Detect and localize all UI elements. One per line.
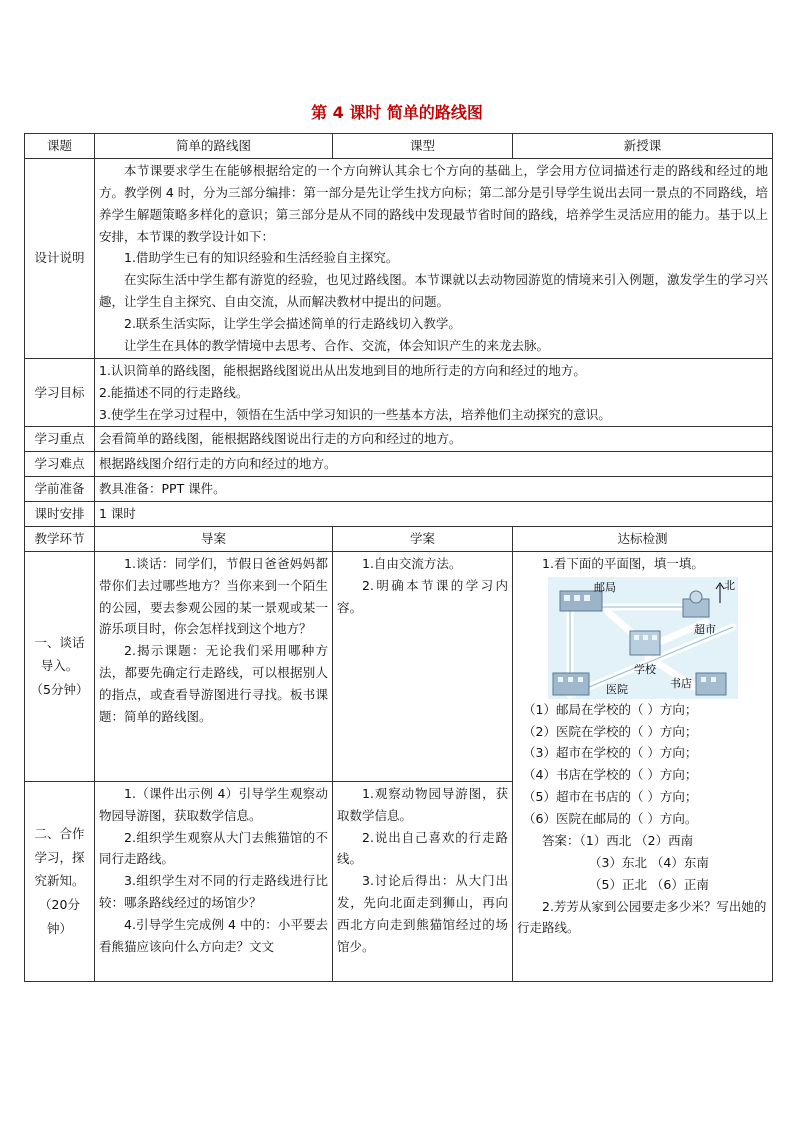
key-value: 会看简单的路线图，能根据路线图说出行走的方向和经过的地方。: [95, 427, 773, 452]
row-stage-1: [25, 551, 773, 781]
stage-2-label: [25, 781, 95, 981]
guide-item: 3.组织学生对不同的行走路线进行比较：哪条路线经过的场馆少？: [99, 873, 328, 911]
map-label-market: 超市: [693, 622, 716, 636]
stage-line: 二、合作: [34, 825, 85, 841]
check-item: （5）超市在书店的（ ）方向；: [523, 789, 698, 805]
goals-content: [95, 358, 773, 427]
study-item: 2.说出自己喜欢的行走路线。: [337, 829, 508, 867]
lesson-plan-table: [24, 133, 773, 982]
guide-item: 1.（课件出示例 4）引导学生观察动物园导游图，获取数学信息。: [99, 785, 328, 823]
schedule-value: 1 课时: [95, 502, 773, 527]
map-label-hospital: 医院: [605, 682, 628, 696]
route-map: [548, 577, 738, 699]
schedule-label: 课时安排: [25, 502, 95, 527]
row-goals: [25, 358, 773, 427]
column-check: 达标检测: [513, 526, 773, 551]
stage-line: 学习，探: [34, 849, 85, 865]
prep-value: 教具准备：PPT 课件。: [95, 477, 773, 502]
check-answer: （3）东北 （4）东南: [589, 854, 709, 870]
stage-line: 导入。: [40, 658, 79, 674]
map-label-school: 学校: [633, 662, 656, 676]
key-label: 学习重点: [25, 427, 95, 452]
row-difficulty: [25, 452, 773, 477]
study-item: 1.观察动物园导游图，获取数学信息。: [337, 785, 508, 823]
row-key: [25, 427, 773, 452]
design-paragraph: 让学生在具体的教学情境中去思考、合作、交流，体会知识产生的来龙去脉。: [124, 337, 550, 353]
bookstore-building-icon: [696, 673, 726, 695]
stage-line: （20分: [39, 897, 80, 913]
stage-1-study: [333, 551, 513, 781]
page-title: 第 4 课时 简单的路线图: [311, 103, 483, 122]
check-answer: 答案：（1）西北 （2）西南: [542, 832, 694, 848]
design-content: [95, 158, 773, 358]
guide-item: 4.引导学生完成例 4 中的：小平要去看熊猫应该向什么方向走？文文: [99, 917, 328, 954]
design-label: 设计说明: [25, 158, 95, 358]
post-office-building-icon: [560, 591, 602, 611]
row-topic: [25, 134, 773, 159]
row-columns: [25, 526, 773, 551]
row-prep: [25, 477, 773, 502]
check-item: （6）医院在邮局的（ ）方向。: [523, 811, 698, 826]
stage-2-guide: [95, 781, 333, 981]
design-paragraph: 2.联系生活实际，让学生学会描述简单的行走路线切入教学。: [124, 316, 461, 331]
guide-item: 2.组织学生观察从大门去熊猫馆的不同行走路线。: [99, 829, 328, 867]
check-item: （3）超市在学校的（ ）方向；: [523, 745, 698, 761]
check-question-1: 1.看下面的平面图，填一填。: [542, 555, 704, 571]
difficulty-value: 根据路线图介绍行走的方向和经过的地方。: [95, 452, 773, 477]
goal-item: 3.使学生在学习过程中，领悟在生活中学习知识的一些基本方法，培养他们主动探究的意识。: [99, 406, 611, 422]
stage-1-label: [25, 551, 95, 781]
guide-item: 2.揭示课题：无论我们采用哪种方法，都要先确定行走路线，可以根据别人的指点，或查看导游图进行寻找。板书课题：简单的路线图。: [99, 643, 328, 724]
guide-item: 1.谈话：同学们，节假日爸爸妈妈都带你们去过哪些地方？当你来到一个陌生的公园，要去参观公园的某一景观或某一游乐项目时，你会怎样找到这个地方？: [99, 555, 328, 637]
topic-label: 课题: [25, 134, 95, 159]
type-value: 新授课: [513, 134, 773, 159]
hospital-building-icon: [553, 673, 589, 695]
design-paragraph: 在实际生活中学生都有游览的经验，也见过路线图。本节课就以去动物园游览的情境来引入例题，激发学生的学习兴趣，让学生自主探究、自由交流，从而解决教材中提出的问题。: [99, 272, 768, 310]
check-item: （1）邮局在学校的（ ）方向；: [523, 701, 698, 717]
goal-item: 1.认识简单的路线图，能根据路线图说出从出发地到目的地所行走的方向和经过的地方。: [99, 362, 586, 378]
design-paragraph: 本节课要求学生在能够根据给定的一个方向辨认其余七个方向的基础上，学会用方位词描述行走的路线和经过的地方。教学例 4 时，分为三部分编排：第一部分是先让学生找方向标；第二部分是引导学生说出去同一景点的不同路线，培养学生解题策略多样化的意识；第三部分是从不同的路线中发现最节省时间的路线，培养学生灵活应用的能力。基于以上安排，本节课的教学设计如下：: [99, 162, 768, 244]
stage-1-guide: [95, 551, 333, 781]
stage-2-study: [333, 781, 513, 981]
stage-line: 一、谈话: [34, 634, 85, 650]
goal-item: 2.能描述不同的行走路线。: [99, 384, 249, 400]
map-label-bookstore: 书店: [669, 676, 692, 690]
map-label-post: 邮局: [593, 580, 616, 594]
study-item: 2.明确本节课的学习内容。: [337, 577, 508, 615]
check-answer: （5）正北 （6）正南: [589, 876, 709, 892]
check-item: （2）医院在学校的（ ）方向；: [523, 723, 698, 739]
check-item: （4）书店在学校的（ ）方向；: [523, 767, 698, 783]
stage-line: （5分钟）: [30, 682, 89, 698]
column-guide: 导案: [95, 526, 333, 551]
prep-label: 学前准备: [25, 477, 95, 502]
goals-label: 学习目标: [25, 358, 95, 427]
stage-line: 究新知。: [34, 873, 85, 889]
study-item: 3.讨论后得出：从大门出发，先向北面走到狮山，再向西北方向走到熊猫馆经过的场馆少。: [337, 873, 508, 954]
row-schedule: [25, 502, 773, 527]
study-item: 1.自由交流方法。: [362, 555, 462, 571]
topic-value: 简单的路线图: [95, 134, 333, 159]
school-building-icon: [630, 631, 660, 655]
check-content: [513, 551, 773, 981]
row-design: [25, 158, 773, 358]
difficulty-label: 学习难点: [25, 452, 95, 477]
check-question-2: 2.芳芳从家到公园要走多少米？写出她的行走路线。: [517, 898, 767, 936]
type-label: 课型: [333, 134, 513, 159]
map-label-north: 北: [723, 578, 735, 592]
column-stage: 教学环节: [25, 526, 95, 551]
stage-line: 钟）: [46, 920, 72, 936]
column-study: 学案: [333, 526, 513, 551]
design-paragraph: 1.借助学生已有的知识经验和生活经验自主探究。: [124, 250, 399, 266]
